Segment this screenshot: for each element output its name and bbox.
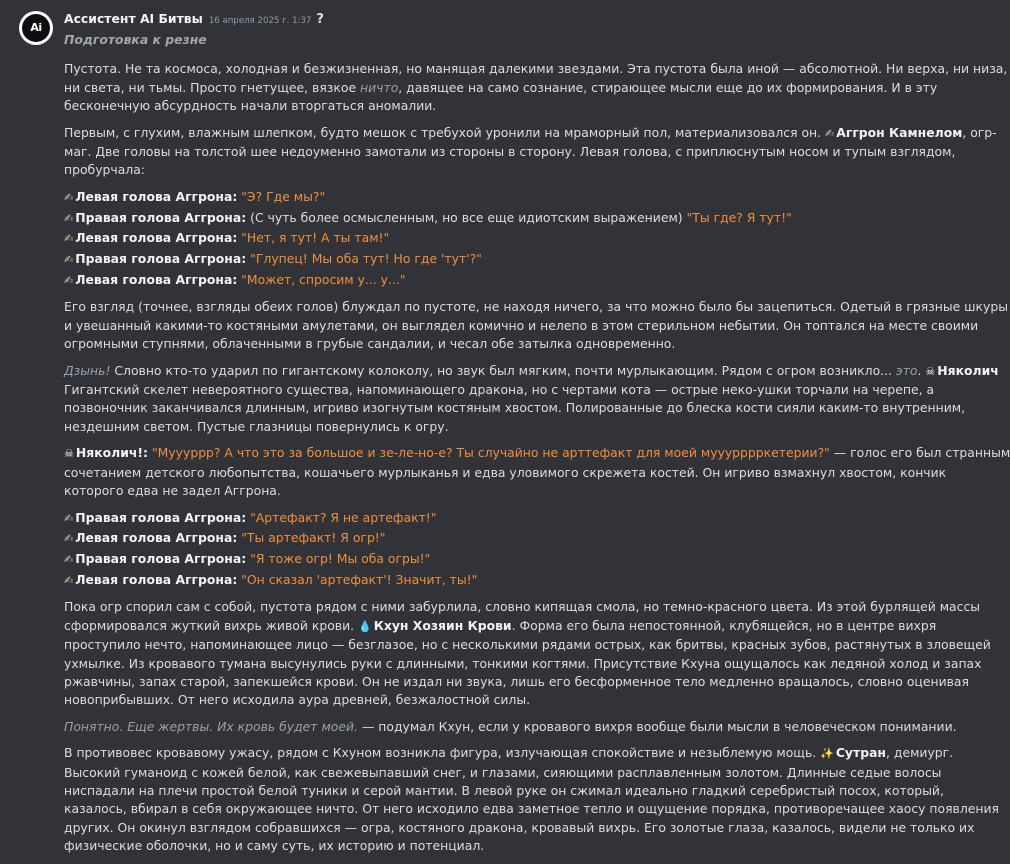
text-line: пробурчала:	[64, 162, 145, 178]
text-span: , демиург.	[886, 745, 954, 761]
emphasis-text: Дзынь!	[64, 362, 111, 378]
message-header	[64, 10, 324, 30]
text-span: (С чуть более осмысленным, но все еще идиотским выражением)	[246, 209, 687, 225]
paragraph-void	[64, 60, 1008, 115]
text-line: огромными ступнями, облаченными в грубые сандалии, и чесал обе затылка одновременно.	[64, 336, 676, 352]
dialog-quote: "Ты где? Я тут!"	[686, 209, 792, 225]
text-span: Словно кто-то ударил по гигантскому колоколу, но звук был мягким, почти мурлыкающим. Рядом с огром возникло...	[110, 362, 896, 378]
emphasis-text: это	[895, 362, 918, 378]
text-span: . Форма его была непостоянной, клубящейся, но в центре вихря	[511, 617, 937, 633]
writing-hand-icon: ✍	[64, 511, 74, 525]
dialog-quote: "Может, спросим у... у..."	[241, 272, 406, 288]
dialog-quote: "Э? Где мы?"	[241, 188, 326, 204]
dialog-block-1	[64, 188, 944, 291]
dialog-line	[64, 529, 944, 548]
speaker-name: Левая голова Аггрона:	[75, 272, 238, 288]
dialog-block-2	[64, 509, 944, 591]
paragraph-aggron	[64, 124, 997, 180]
text-line	[64, 744, 954, 763]
text-line	[64, 79, 944, 97]
dialog-line	[64, 250, 944, 269]
speaker-name: Правая голова Аггрона:	[75, 551, 247, 567]
text-line: новоприбывших. От него исходила аура древней, безжалостной силы.	[64, 692, 531, 708]
dialog-quote: "Я тоже огр! Мы оба огры!"	[246, 551, 431, 567]
text-line: физические оболочки, но и саму суть, их историю и потенциал.	[64, 838, 485, 854]
text-span: ни света, ни тьмы. Просто гнетущее, вязкое	[64, 79, 361, 95]
emphasis-text: ничто	[360, 79, 399, 95]
writing-hand-icon: ✍	[64, 190, 74, 204]
text-line: Высокий гуманоид с кожей белой, как свежевыпавший снег, и глазами, сияющими расплавленным золотом. Длинные седые волосы	[64, 764, 942, 780]
dialog-line	[64, 188, 944, 207]
dialog-quote: "Ты артефакт! Я огр!"	[237, 530, 386, 546]
text-line: казалось, вбирал в себя окружающее ничто. От него исходило едва заметное тепло и ощущение порядка, противоречащее хаосу появления	[64, 801, 999, 817]
text-line: Гигантский скелет невероятного существа, напоминающего дракона, но с чертами кота — острые неко-ушки торчали на черепе, а	[64, 382, 935, 398]
author-name[interactable]: Ассистент AI Битвы	[64, 11, 203, 26]
paragraph-nyakolich	[64, 362, 999, 437]
text-span: В противовес кровавому ужасу, рядом с Кхуном возникла фигура, излучающая спокойствие и незыблемую мощь.	[64, 745, 821, 761]
text-line	[64, 124, 997, 143]
text-line: нездешним светом. Пустые глазницы повернулись к огру.	[64, 418, 449, 434]
question-icon[interactable]: ?	[316, 12, 324, 27]
writing-hand-icon: ✍	[64, 211, 74, 225]
text-line	[64, 362, 999, 381]
text-line	[64, 444, 1010, 463]
text-line: других. Он окинул взглядом собравшихся — огра, костяного дракона, кровавый вихрь. Его золотые глаза, казалось, видели не только их	[64, 819, 975, 835]
character-name: Сутран	[835, 745, 886, 761]
paragraph-khun	[64, 598, 991, 709]
paragraph-sutran	[64, 744, 999, 855]
text-span: .	[917, 362, 926, 378]
writing-hand-icon: ✍	[64, 532, 74, 546]
writing-hand-icon: ✍	[64, 232, 74, 246]
writing-hand-icon: ✍	[64, 253, 74, 267]
text-line: позвоночник заканчивался длинным, игриво изогнутым костяным хвостом. Полированные до блеска кости сияли каким-то внутренним,	[64, 400, 966, 416]
story-subtitle: Подготовка к резне	[64, 32, 207, 47]
text-span: Первым, с глухим, влажным шлепком, будто мешок с требухой уронили на мраморный пол, материализовался он.	[64, 124, 826, 140]
text-line: ниспадали на плечи простой белой туники и серой мантии. В левой руке он сжимал идеально гладкий серебристый посох, который,	[64, 782, 944, 798]
speaker-name: Левая голова Аггрона:	[75, 230, 238, 246]
dialog-quote: "Он сказал 'артефакт'! Значит, ты!"	[237, 571, 478, 587]
text-line: маг. Две головы на толстой шее недоуменно замотали из стороны в сторону. Левая голова, с приплюснутым носом и тупым взглядом,	[64, 144, 956, 160]
text-span: , давящее на само сознание, стирающее мысли еще до их формирования. И в эту	[398, 79, 938, 95]
text-line: Пока огр спорил сам с собой, пустота рядом с ними забурлила, словно кипящая смола, но темно-красного цвета. Из этой бурлящей массы	[64, 599, 981, 615]
writing-hand-icon: ✍	[64, 553, 74, 567]
dialog-line	[64, 271, 944, 290]
dialog-quote: "Артефакт? Я не артефакт!"	[246, 509, 437, 525]
dialog-line	[64, 229, 944, 248]
dialog-line	[64, 209, 944, 228]
blood-drop-icon: 💧	[358, 619, 372, 633]
text-line	[64, 617, 944, 636]
writing-hand-icon: ✍	[64, 573, 74, 587]
emphasis-text: Понятно. Еще жертвы. Их кровь будет моей.	[64, 718, 358, 734]
character-name: Кхун Хозяин Крови	[373, 617, 512, 633]
speaker-name: Правая голова Аггрона:	[75, 509, 247, 525]
dialog-quote: "Нет, я тут! А ты там!"	[241, 230, 390, 246]
text-line: проступило нечто, напоминающее лицо — безглазое, но с несколькими рядами острых, как бритвы, красных зубов, растянутых в зловещей	[64, 637, 991, 653]
speaker-name: Правая голова Аггрона:	[75, 251, 247, 267]
dialog-line	[64, 509, 944, 528]
text-line	[64, 718, 957, 736]
speaker-name: Левая голова Аггрона:	[75, 571, 238, 587]
writing-hand-icon: ✍	[64, 274, 74, 288]
character-name: Аггрон Камнелом	[836, 124, 963, 140]
text-span: , огр-	[962, 124, 997, 140]
text-line: и увешанный какими-то костяными амулетами, он выглядел комично и нелепо в этом стерильном небытии. Он топтался на месте своими	[64, 317, 979, 333]
paragraph-nyakolich-speech	[64, 444, 1010, 500]
writing-hand-icon: ✍	[825, 126, 835, 140]
skull-icon: ☠	[925, 364, 936, 378]
avatar[interactable]	[19, 11, 53, 45]
paragraph-khun-thought	[64, 718, 957, 736]
sparkles-icon: ✨	[820, 747, 834, 761]
text-span: — подумал Кхун, если у кровавого вихря вообще были мысли в человеческом понимании.	[358, 718, 957, 734]
dialog-quote: "Глупец! Мы оба тут! Но где 'тут'?"	[250, 251, 482, 267]
dialog-line	[64, 571, 944, 590]
speaker-name: Левая голова Аггрона:	[75, 530, 238, 546]
text-line: Пустота. Не та космоса, холодная и безжизненная, но манящая далекими звездами. Эта пустота была иной — абсолютной. Ни верха, ни низа,	[64, 61, 1008, 77]
text-line: ржавчины, запах старой, запекшейся крови. Он не издал ни звука, лишь его бесформенное тело медленно вращалось, словно оценивая	[64, 673, 969, 689]
text-line: Его взгляд (точнее, взгляды обеих голов) блуждал по пустоте, не находя ничего, за что можно было бы зацепиться. Одетый в грязные шкуры	[64, 299, 1008, 315]
text-line: ухмылке. Из кровавого тумана высунулись руки с длинными, тонкими когтями. Присутствие Кхуна ощущалось как ледяной холод и запах	[64, 655, 982, 671]
avatar-logo: Ai	[22, 14, 50, 42]
character-name: Няколич	[937, 362, 999, 378]
text-span: — голос его был странным	[829, 445, 1010, 461]
dialog-line	[64, 550, 944, 569]
speaker-name: Няколич!:	[75, 445, 148, 461]
text-line: бесконечную абсурдность начали вторгаться аномалии.	[64, 98, 437, 114]
text-span: сформировался жуткий вихрь живой крови.	[64, 617, 359, 633]
speaker-name: Правая голова Аггрона:	[75, 209, 247, 225]
text-line: сочетанием детского любопытства, кошачьего мурлыканья и едва уловимого скрежета костей. Он игриво взмахнул хвостом, кончик	[64, 464, 947, 480]
dialog-quote: "Муууррр? А что это за большое и зе-ле-но-е? Ты случайно не арттефакт для моей мууурррркетерии?"	[148, 445, 830, 461]
paragraph-gaze	[64, 298, 1008, 353]
speaker-name: Левая голова Аггрона:	[75, 188, 238, 204]
message-timestamp[interactable]: 16 апреля 2025 г. 1:37	[208, 16, 312, 26]
skull-icon: ☠	[64, 447, 74, 461]
message-content	[64, 31, 1010, 864]
text-line: которого едва не задел Аггрона.	[64, 483, 281, 499]
